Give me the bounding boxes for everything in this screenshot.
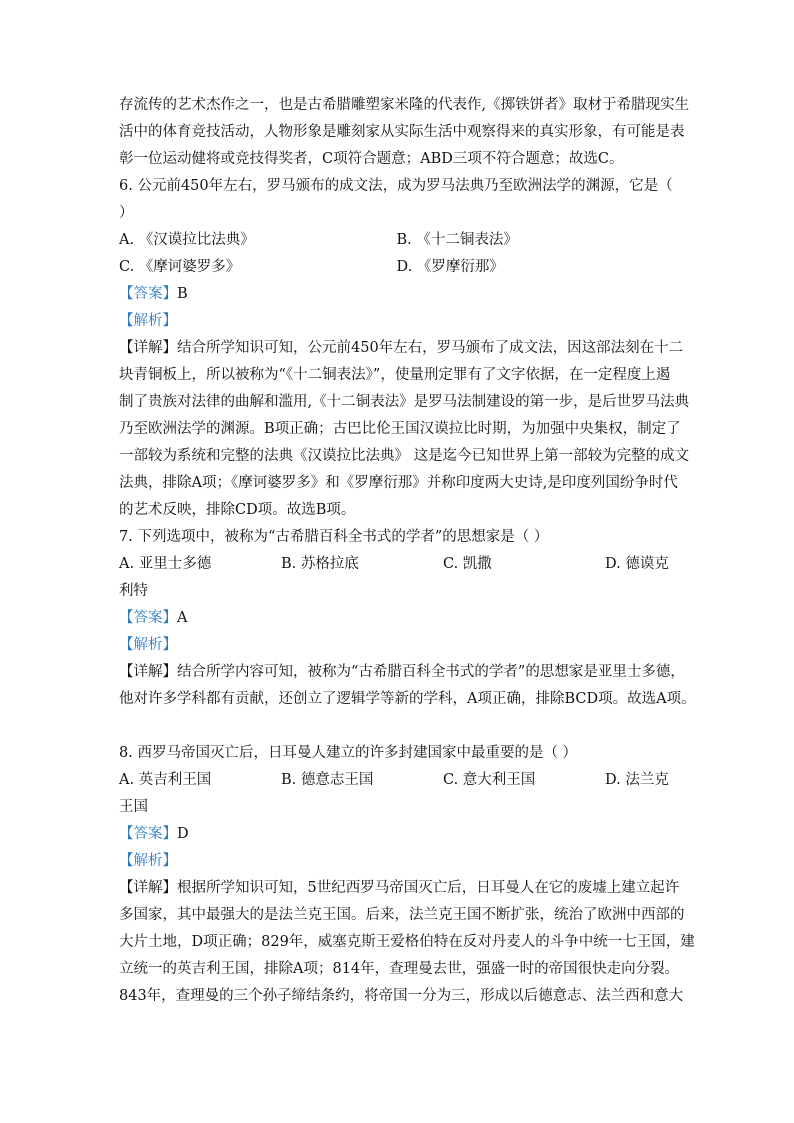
option-wrap: 利特 — [119, 583, 148, 599]
detail-text: 结合所学知识可知，公元前450年左右，罗马颁布了成文法，因这部法刻在十二 — [177, 340, 684, 356]
analysis-line — [119, 632, 674, 659]
previous-explanation — [119, 92, 690, 173]
text-line: 存流传的艺术杰作之一，也是古希腊雕塑家米隆的代表作,《掷铁饼者》取材于希腊现实生 — [119, 97, 690, 113]
option-c: C. 《摩诃婆罗多》 — [119, 259, 241, 275]
option-wrap: 王国 — [119, 799, 148, 815]
answer-line — [119, 821, 674, 848]
answer-line — [119, 281, 674, 308]
question-6 — [119, 173, 690, 524]
option-row — [119, 767, 674, 794]
answer-tag: 【答案】 — [119, 826, 177, 842]
option-c: C. 凯撒 — [443, 556, 492, 572]
option-b: B. 《十二铜表法》 — [396, 232, 518, 248]
detail-line: 他对许多学科都有贡献，还创立了逻辑学等新的学科，A项正确，排除BCD项。故选A项。 — [119, 691, 696, 707]
detail-line: 乃至欧洲法学的渊源。B项正确；古巴比伦王国汉谟拉比时期，为加强中央集权，制定了 — [119, 421, 681, 437]
option-row — [119, 551, 674, 578]
detail-line: 大片土地，D项正确；829年，威塞克斯王爱格伯特在反对丹麦人的斗争中统一七王国，建 — [119, 934, 695, 950]
detail-line — [119, 335, 684, 362]
answer-value: D — [177, 826, 189, 842]
option-b: B. 德意志王国 — [281, 772, 374, 788]
answer-value: B — [177, 286, 188, 302]
detail-text: 结合所学内容可知，被称为“古希腊百科全书式的学者”的思想家是亚里士多德， — [177, 664, 685, 680]
option-d: D. 德谟克 — [605, 556, 669, 572]
analysis-line — [119, 848, 674, 875]
option-a: A. 亚里士多德 — [119, 556, 212, 572]
detail-line: 多国家，其中最强大的是法兰克王国。后来，法兰克王国不断扩张，统治了欧洲中西部的 — [119, 907, 685, 923]
analysis-tag: 【解析】 — [119, 313, 177, 329]
document-page — [119, 92, 696, 1010]
option-a: A. 英吉利王国 — [119, 772, 212, 788]
question-stem: ） — [119, 205, 134, 221]
option-b: B. 苏格拉底 — [281, 556, 359, 572]
answer-line — [119, 605, 674, 632]
answer-value: A — [177, 610, 188, 626]
option-c: C. 意大利王国 — [443, 772, 536, 788]
detail-line: 的艺术反映，排除CD项。故选B项。 — [119, 502, 356, 518]
option-row — [119, 254, 674, 281]
detail-line: 一部较为系统和完整的法典《汉谟拉比法典》 这是迄今已知世界上第一部较为完整的成文 — [119, 448, 690, 464]
detail-line: 立统一的英吉利王国，排除A项；814年，查理曼去世，强盛一时的帝国很快走向分裂。 — [119, 961, 680, 977]
question-stem: 6. 公元前450年左右，罗马颁布的成文法，成为罗马法典乃至欧洲法学的渊源，它是（ — [119, 178, 673, 194]
analysis-line — [119, 308, 674, 335]
option-a: A. 《汉谟拉比法典》 — [119, 232, 255, 248]
spacer — [119, 713, 674, 740]
question-8 — [119, 740, 695, 1010]
question-7 — [119, 524, 696, 713]
detail-tag: 【详解】 — [119, 664, 177, 680]
detail-line: 法典，排除A项；《摩诃婆罗多》和《罗摩衍那》并称印度两大史诗,是印度列国纷争时代 — [119, 475, 678, 491]
option-row — [119, 227, 674, 254]
answer-tag: 【答案】 — [119, 286, 177, 302]
analysis-tag: 【解析】 — [119, 853, 177, 869]
detail-text: 根据所学知识可知，5世纪西罗马帝国灭亡后，日耳曼人在它的废墟上建立起许 — [177, 880, 680, 896]
detail-line: 843年，查理曼的三个孙子缔结条约，将帝国一分为三，形成以后德意志、法兰西和意大 — [119, 988, 684, 1004]
detail-line — [119, 875, 680, 902]
detail-tag: 【详解】 — [119, 340, 177, 356]
option-d: D. 法兰克 — [605, 772, 669, 788]
analysis-tag: 【解析】 — [119, 637, 177, 653]
detail-line: 块青铜板上，所以被称为“《十二铜表法》”，使量刑定罪有了文字依据，在一定程度上遏 — [119, 367, 671, 383]
detail-line: 制了贵族对法律的曲解和滥用,《十二铜表法》是罗马法制建设的第一步，是后世罗马法典 — [119, 394, 690, 410]
text-line: 彰一位运动健将或竞技得奖者，C项符合题意；ABD三项不符合题意；故选C。 — [119, 151, 624, 167]
question-stem: 8. 西罗马帝国灭亡后，日耳曼人建立的许多封建国家中最重要的是（ ） — [119, 745, 578, 761]
option-d: D. 《罗摩衍那》 — [396, 259, 504, 275]
detail-line — [119, 659, 685, 686]
text-line: 活中的体育竞技活动，人物形象是雕刻家从实际生活中观察得来的真实形象，有可能是表 — [119, 124, 685, 140]
detail-tag: 【详解】 — [119, 880, 177, 896]
answer-tag: 【答案】 — [119, 610, 177, 626]
question-stem: 7. 下列选项中，被称为“古希腊百科全书式的学者”的思想家是（ ） — [119, 529, 549, 545]
